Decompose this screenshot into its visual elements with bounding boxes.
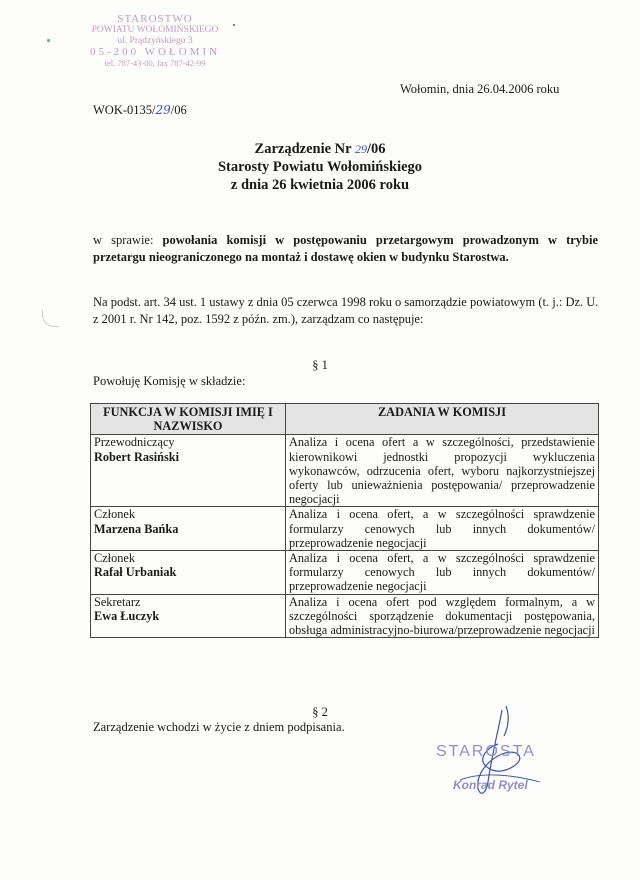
member-cell — [91, 507, 286, 551]
member-role: Sekretarz — [94, 594, 141, 609]
member-name: Rafał Urbaniak — [94, 565, 177, 580]
member-role: Członek — [94, 551, 135, 566]
title-line-3: z dnia 26 kwietnia 2006 roku — [230, 177, 410, 193]
commission-table — [90, 403, 599, 638]
section-2-text: Zarządzenie wchodzi w życie z dniem podpisania. — [93, 720, 345, 734]
reference-prefix: WOK-0135/ — [93, 103, 156, 117]
reference-suffix: /06 — [170, 103, 187, 117]
table-row — [91, 551, 599, 595]
signature-stamp-title: STAROSTA — [436, 743, 536, 760]
member-cell — [91, 435, 286, 507]
title-handwritten-number: 29 — [354, 142, 367, 156]
place-date: Wołomin, dnia 26.04.2006 roku — [400, 82, 560, 96]
member-role: Przewodniczący — [94, 435, 175, 450]
member-cell — [91, 551, 286, 595]
section-1-symbol: § 1 — [312, 358, 328, 372]
section-2-symbol: § 2 — [312, 705, 328, 719]
header-role-name: FUNKCJA W KOMISJI IMIĘ I NAZWISKO — [91, 404, 286, 435]
member-tasks: Analiza i ocena ofert a w szczególności, przedstawienie kierownikowi jednostki propozycji wykluczenia wykonawców, odrzucenia ofert, wyboru najkorzystniejszej oferty lub unieważnienia postępowania/ przeprowadzenie negocjacji — [286, 435, 599, 507]
member-tasks: Analiza i ocena ofert pod względem formalnym, a w szczególności sporządzenie dokumentacji postępowania, obsługa administracyjno-biurowa/przeprowadzenie negocjacji — [286, 594, 599, 638]
member-tasks: Analiza i ocena ofert, a w szczególności sprawdzenie formularzy cenowych lub innych dokumentów/ przeprowadzenie negocjacji — [286, 507, 599, 551]
stamp-line-1: STAROSTWO — [117, 13, 193, 25]
title-line-1 — [0, 140, 640, 158]
document-title — [0, 140, 640, 194]
office-stamp — [55, 14, 255, 69]
stamp-line-2: POWIATU WOŁOMIŃSKIEGO — [91, 25, 219, 35]
subject-intro: w sprawie: — [93, 233, 163, 247]
member-cell — [91, 594, 286, 638]
member-name: Robert Rasiński — [94, 449, 180, 464]
header-tasks: ZADANIA W KOMISJI — [286, 404, 599, 435]
signature-stamp-name: Konrad Rytel — [453, 778, 528, 792]
subject-paragraph — [93, 232, 598, 266]
title-prefix: Zarządzenie Nr — [254, 141, 355, 157]
punch-hole-mark — [42, 310, 59, 327]
stamp-line-3: ul. Prądzyńskiego 3 — [117, 36, 193, 46]
title-suffix: /06 — [366, 141, 386, 157]
legal-basis-paragraph: Na podst. art. 34 ust. 1 ustawy z dnia 05 czerwca 1998 roku o samorządzie powiatowym (t. j.: Dz. U. z 2001 r. Nr 142, poz. 1592 z późn. zm.), zarządzam co następuje: — [93, 295, 599, 326]
table-row — [91, 507, 599, 551]
member-name: Marzena Bańka — [94, 521, 179, 536]
reference-number — [93, 103, 187, 118]
speck-mark — [233, 24, 235, 26]
member-tasks: Analiza i ocena ofert, a w szczególności sprawdzenie formularzy cenowych lub innych dokumentów/ przeprowadzenie negocjacji — [286, 551, 599, 595]
table-row — [91, 435, 599, 507]
member-role: Członek — [94, 507, 135, 522]
stamp-line-4: 05-200 WOŁOMIN — [89, 46, 221, 58]
speck-mark — [47, 39, 50, 42]
title-line-2: Starosty Powiatu Wołomińskiego — [217, 159, 423, 175]
table-header-row — [91, 404, 599, 435]
stamp-line-5: tel. 787-43-00, fax 787-42-99 — [104, 58, 206, 68]
table-row — [91, 594, 599, 638]
reference-handwritten-number: 29 — [155, 103, 171, 117]
member-name: Ewa Łuczyk — [94, 608, 160, 623]
section-1-intro: Powołuję Komisję w składzie: — [93, 374, 246, 388]
subject-text: powołania komisji w postępowaniu przetargowym prowadzonym w trybie przetargu nieograniczonego na montaż i dostawę okien w budynku Starostwa. — [93, 233, 598, 264]
